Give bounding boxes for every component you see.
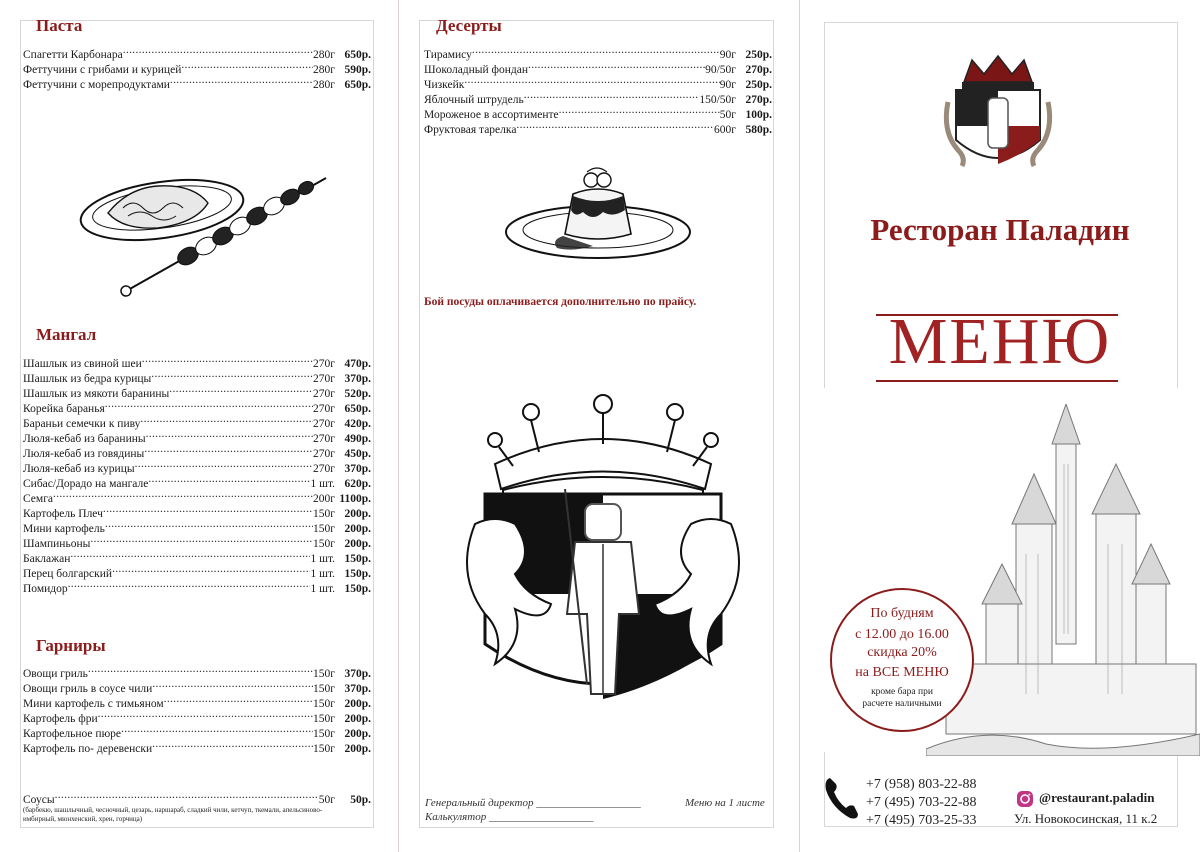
- item-weight: 90г: [719, 49, 736, 61]
- item-price: 200р.: [344, 538, 371, 550]
- item-price: 650р.: [344, 49, 371, 61]
- menu-item-row: [424, 120, 772, 135]
- menu-item-row: [23, 534, 371, 549]
- menu-item-row: [424, 75, 772, 90]
- item-weight: 150г: [313, 508, 335, 520]
- dot-leader: [164, 694, 313, 707]
- left-panel: [0, 0, 398, 852]
- dot-leader: [152, 739, 313, 752]
- menu-item-row: [424, 90, 772, 105]
- item-weight: 270г: [313, 358, 335, 370]
- menu-item-row: [23, 519, 371, 534]
- phone-list: [866, 776, 977, 830]
- instagram-icon: [1016, 790, 1034, 808]
- kebab-illustration: [78, 168, 338, 298]
- dot-leader: [55, 790, 319, 803]
- menu-item-row: [23, 679, 371, 694]
- promo-line-1: По будням: [870, 606, 934, 621]
- dot-leader: [148, 474, 310, 487]
- item-weight: 270г: [313, 418, 335, 430]
- dot-leader: [144, 444, 313, 457]
- item-weight: 270г: [313, 448, 335, 460]
- dot-leader: [121, 724, 313, 737]
- dish-breakage-note: Бой посуды оплачивается дополнительно по прайсу.: [424, 296, 697, 308]
- middle-panel: [399, 0, 799, 852]
- item-weight: 280г: [313, 49, 335, 61]
- item-price: 520р.: [344, 388, 371, 400]
- item-weight: 90/50г: [705, 64, 736, 76]
- item-name: Шоколадный фондан: [424, 64, 529, 76]
- menu-item-row: [23, 474, 371, 489]
- item-weight: 600г: [714, 124, 736, 136]
- pudding-illustration: [503, 166, 693, 262]
- item-weight: 150г: [313, 523, 335, 535]
- sauces-weight: 50г: [318, 794, 335, 806]
- item-name: Корейка баранья: [23, 403, 105, 415]
- restaurant-name: Ресторан Паладин: [870, 212, 1130, 247]
- sauces-price: 50р.: [350, 794, 371, 806]
- item-weight: 150г: [313, 698, 335, 710]
- item-price: 270р.: [745, 64, 772, 76]
- item-weight: 1 шт.: [310, 568, 335, 580]
- phone-1[interactable]: +7 (958) 803-22-88: [866, 777, 977, 792]
- dot-leader: [135, 459, 313, 472]
- item-name: Феттучини с морепродуктами: [23, 79, 170, 91]
- item-price: 650р.: [344, 79, 371, 91]
- item-price: 250р.: [745, 49, 772, 61]
- dot-leader: [528, 60, 705, 73]
- item-name: Люля-кебаб из курицы: [23, 463, 135, 475]
- dot-leader: [140, 414, 313, 427]
- promo-line-5: кроме бара при: [871, 687, 933, 697]
- dot-leader: [181, 60, 313, 73]
- menu-item-row: [23, 549, 371, 564]
- item-price: 470р.: [344, 358, 371, 370]
- dot-leader: [170, 75, 313, 88]
- item-name: Мини картофель: [23, 523, 105, 535]
- item-weight: 270г: [313, 388, 335, 400]
- item-name: Чизкейк: [424, 79, 465, 91]
- dot-leader: [53, 489, 313, 502]
- item-name: Картофельное пюре: [23, 728, 122, 740]
- pages-note: Меню на 1 листе: [685, 797, 765, 809]
- menu-title: МЕНЮ: [888, 305, 1112, 378]
- pasta-list: [23, 45, 371, 90]
- item-name: Феттучини с грибами и курицей: [23, 64, 182, 76]
- item-weight: 150г: [313, 668, 335, 680]
- promo-line-2: с 12.00 до 16.00: [855, 627, 949, 642]
- item-price: 150р.: [344, 583, 371, 595]
- item-name: Перец болгарский: [23, 568, 113, 580]
- item-price: 420р.: [344, 418, 371, 430]
- item-price: 1100р.: [339, 493, 371, 505]
- dot-leader: [103, 504, 313, 517]
- item-weight: 1 шт.: [310, 583, 335, 595]
- dot-leader: [68, 579, 311, 592]
- item-name: Семга: [23, 493, 54, 505]
- dot-leader: [88, 664, 313, 677]
- item-name: Яблочный штрудель: [424, 94, 524, 106]
- item-name: Люля-кебаб из баранины: [23, 433, 146, 445]
- menu-item-row: [23, 724, 371, 739]
- item-price: 200р.: [344, 743, 371, 755]
- item-weight: 150г: [313, 743, 335, 755]
- menu-item-row: [23, 664, 371, 679]
- menu-item-row: [23, 709, 371, 724]
- item-weight: 1 шт.: [310, 478, 335, 490]
- menu-item-row: [23, 489, 371, 504]
- dot-leader: [112, 564, 310, 577]
- item-price: 250р.: [745, 79, 772, 91]
- item-price: 450р.: [344, 448, 371, 460]
- item-price: 580р.: [745, 124, 772, 136]
- director-signature-line: Генеральный директор ___________________: [425, 797, 641, 809]
- item-weight: 1 шт.: [310, 553, 335, 565]
- phone-icon: [824, 774, 860, 822]
- crest-logo: [942, 52, 1054, 172]
- knight-crest-illustration: [455, 394, 751, 724]
- item-name: Мини картофель с тимьяном: [23, 698, 164, 710]
- menu-item-row: [23, 414, 371, 429]
- item-name: Картофель по- деревенски: [23, 743, 153, 755]
- menu-item-row: [23, 369, 371, 384]
- section-title-desserts: Десерты: [436, 16, 502, 35]
- item-price: 620р.: [344, 478, 371, 490]
- sauces-name: Соусы: [23, 794, 55, 806]
- menu-item-row: [23, 75, 371, 90]
- item-price: 150р.: [344, 553, 371, 565]
- item-weight: 270г: [313, 403, 335, 415]
- item-weight: 150г: [313, 713, 335, 725]
- item-weight: 270г: [313, 463, 335, 475]
- item-name: Фруктовая тарелка: [424, 124, 517, 136]
- item-price: 150р.: [344, 568, 371, 580]
- item-weight: 200г: [313, 493, 335, 505]
- item-name: Шашлык из свиной шеи: [23, 358, 142, 370]
- item-price: 370р.: [344, 668, 371, 680]
- item-price: 200р.: [344, 698, 371, 710]
- item-price: 200р.: [344, 523, 371, 535]
- promo-badge: [830, 588, 974, 732]
- item-name: Овощи гриль в соусе чили: [23, 683, 153, 695]
- menu-item-row: [23, 739, 371, 754]
- menu-item-row: [23, 579, 371, 594]
- menu-item-row: [23, 504, 371, 519]
- item-weight: 150г: [313, 538, 335, 550]
- phone-2[interactable]: +7 (495) 703-22-88: [866, 795, 977, 810]
- item-weight: 150г: [313, 728, 335, 740]
- item-weight: 150/50г: [699, 94, 736, 106]
- item-weight: 270г: [313, 373, 335, 385]
- instagram-handle[interactable]: @restaurant.paladin: [1039, 790, 1155, 805]
- dot-leader: [152, 679, 313, 692]
- item-price: 490р.: [344, 433, 371, 445]
- menu-item-row: [424, 45, 772, 60]
- item-name: Шампиньоны: [23, 538, 91, 550]
- item-weight: 280г: [313, 64, 335, 76]
- menu-rule-bottom: [876, 380, 1118, 382]
- right-panel: [800, 0, 1200, 852]
- address: Ул. Новокосинская, 11 к.2: [1014, 811, 1158, 826]
- item-price: 370р.: [344, 373, 371, 385]
- section-title-sides: Гарниры: [36, 636, 106, 655]
- menu-item-row: [23, 694, 371, 709]
- menu-item-row: [23, 354, 371, 369]
- item-weight: 90г: [719, 79, 736, 91]
- item-name: Шашлык из бедра курицы: [23, 373, 152, 385]
- calculator-signature-line: Калькулятор ___________________: [425, 811, 594, 823]
- promo-line-6: расчете наличными: [862, 699, 942, 709]
- sides-list: [23, 664, 371, 754]
- dot-leader: [151, 369, 313, 382]
- dot-leader: [516, 120, 714, 133]
- menu-item-row: [23, 60, 371, 75]
- dot-leader: [146, 429, 313, 442]
- promo-line-4: на ВСЕ МЕНЮ: [855, 665, 949, 680]
- item-name: Тирамису: [424, 49, 472, 61]
- item-price: 650р.: [344, 403, 371, 415]
- dot-leader: [169, 384, 313, 397]
- phone-3[interactable]: +7 (495) 703-25-33: [866, 813, 977, 828]
- menu-item-row: [23, 399, 371, 414]
- dot-leader: [123, 45, 313, 58]
- item-price: 370р.: [344, 683, 371, 695]
- item-price: 200р.: [344, 508, 371, 520]
- item-name: Шашлык из мякоти баранины: [23, 388, 170, 400]
- sauces-row: [23, 790, 371, 805]
- item-weight: 280г: [313, 79, 335, 91]
- item-weight: 270г: [313, 433, 335, 445]
- menu-item-row: [23, 444, 371, 459]
- menu-item-row: [23, 564, 371, 579]
- menu-item-row: [23, 459, 371, 474]
- section-title-grill: Мангал: [36, 325, 97, 344]
- dot-leader: [70, 549, 310, 562]
- item-weight: 150г: [313, 683, 335, 695]
- dot-leader: [98, 709, 313, 722]
- promo-line-3: скидка 20%: [867, 645, 937, 660]
- dot-leader: [105, 519, 313, 532]
- dot-leader: [559, 105, 720, 118]
- item-price: 370р.: [344, 463, 371, 475]
- dot-leader: [464, 75, 719, 88]
- item-name: Картофель фри: [23, 713, 98, 725]
- item-name: Бараньи семечки к пиву: [23, 418, 141, 430]
- item-name: Спагетти Карбонара: [23, 49, 123, 61]
- grill-list: [23, 354, 371, 594]
- item-name: Люля-кебаб из говядины: [23, 448, 145, 460]
- menu-item-row: [424, 60, 772, 75]
- menu-item-row: [23, 429, 371, 444]
- dot-leader: [90, 534, 313, 547]
- item-name: Мороженое в ассортименте: [424, 109, 559, 121]
- menu-item-row: [23, 45, 371, 60]
- item-price: 200р.: [344, 713, 371, 725]
- dot-leader: [524, 90, 700, 103]
- item-price: 200р.: [344, 728, 371, 740]
- item-name: Картофель Плеч: [23, 508, 103, 520]
- dot-leader: [142, 354, 313, 367]
- item-name: Овощи гриль: [23, 668, 88, 680]
- menu-item-row: [23, 384, 371, 399]
- dessert-list: [424, 45, 772, 135]
- item-name: Помидор: [23, 583, 68, 595]
- item-price: 590р.: [344, 64, 371, 76]
- item-name: Сибас/Дорадо на мангале: [23, 478, 149, 490]
- dot-leader: [472, 45, 720, 58]
- section-title-pasta: Паста: [36, 16, 83, 35]
- item-price: 270р.: [745, 94, 772, 106]
- item-price: 100р.: [745, 109, 772, 121]
- item-weight: 50г: [719, 109, 736, 121]
- dot-leader: [105, 399, 313, 412]
- sauces-note: (барбекю, шашлычный, чесночный, цезарь, наршараб, сладкий чили, кетчуп, ткемали, апельсиново-имбирный, мюнхенский, хрен, горчица): [23, 806, 323, 823]
- menu-item-row: [424, 105, 772, 120]
- item-name: Баклажан: [23, 553, 71, 565]
